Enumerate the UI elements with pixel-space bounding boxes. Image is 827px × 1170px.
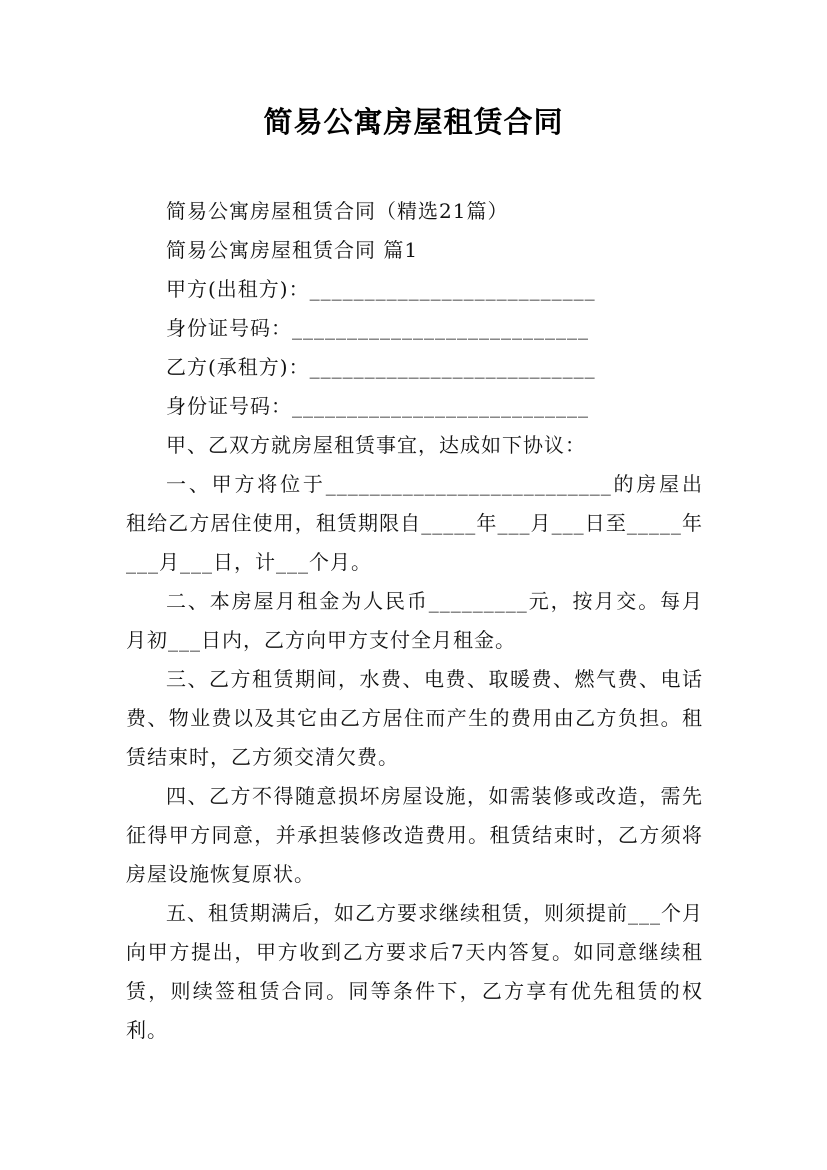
clause-3: 三、乙方租赁期间，水费、电费、取暖费、燃气费、电话费、物业费以及其它由乙方居住而产生的费用由乙方负担。租赁结束时，乙方须交清欠费。 [126, 667, 703, 769]
party-b-line: 乙方(承租方)：__________________________ [166, 355, 596, 379]
clause-4: 四、乙方不得随意损坏房屋设施，如需装修或改造，需先征得甲方同意，并承担装修改造费用。租赁结束时，乙方须将房屋设施恢复原状。 [126, 784, 703, 886]
section-heading: 简易公寓房屋租赁合同 篇1 [166, 238, 419, 262]
agreement-intro: 甲、乙双方就房屋租赁事宜，达成如下协议： [166, 433, 586, 457]
party-b-id-line: 身份证号码：___________________________ [166, 394, 589, 418]
clause-5: 五、租赁期满后，如乙方要求继续租赁，则须提前___个月向甲方提出，甲方收到乙方要求后7天内答复。如同意继续租赁，则续签租赁合同。同等条件下，乙方享有优先租赁的权利。 [126, 901, 703, 1042]
document-body [126, 192, 703, 1050]
party-a-line: 甲方(出租方)：__________________________ [166, 277, 596, 301]
subtitle-paragraph: 简易公寓房屋租赁合同（精选21篇） [166, 199, 509, 223]
clause-1: 一、甲方将位于__________________________的房屋出租给乙方居住使用，租赁期限自_____年___月___日至_____年___月___日，计___个月。 [126, 472, 703, 574]
clause-2: 二、本房屋月租金为人民币_________元，按月交。每月月初___日内，乙方向甲方支付全月租金。 [126, 589, 703, 652]
document-title: 简易公寓房屋租赁合同 [263, 105, 564, 139]
party-a-id-line: 身份证号码：___________________________ [166, 316, 589, 340]
